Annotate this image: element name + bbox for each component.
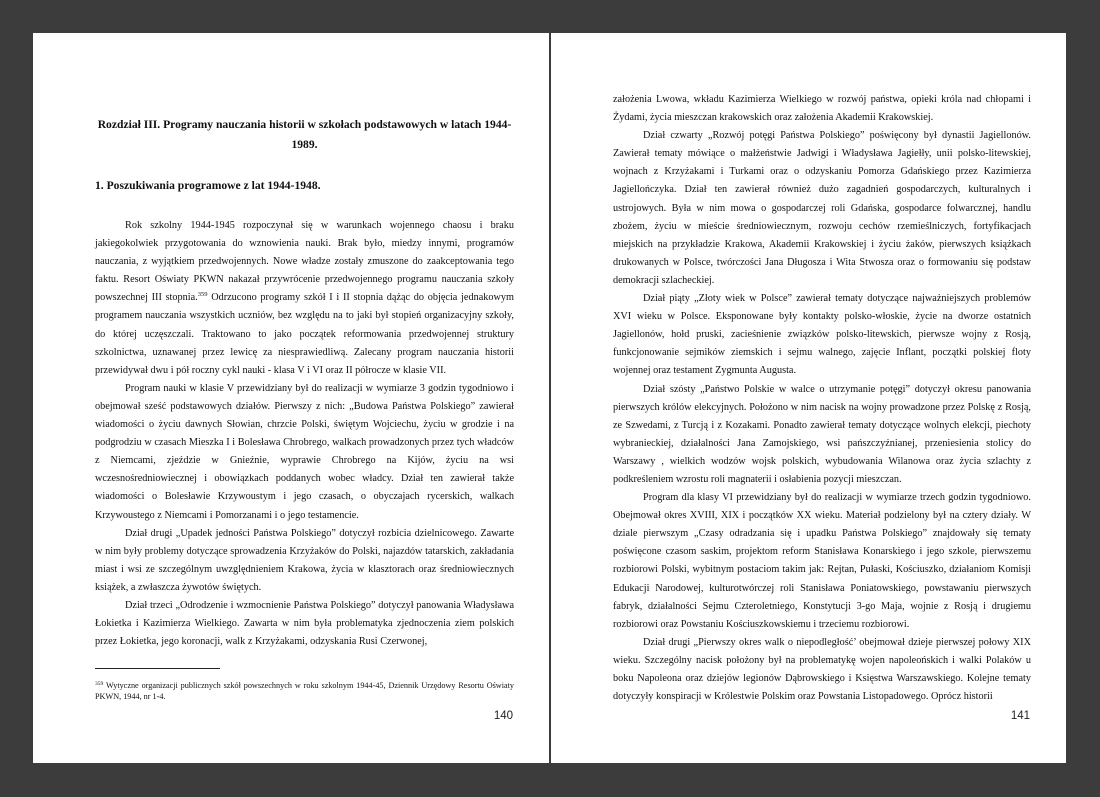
chapter-title: Rozdział III. Programy nauczania historii w szkołach podstawowych w latach 1944-1989. xyxy=(97,118,512,151)
right-page xyxy=(551,33,1066,763)
paragraph: Dział szósty „Państwo Polskie w walce o utrzymanie potęgi” dotyczył okresu panowania pierwszych królów elekcyjnych. Położono w nim nacisk na wojny prowadzone przez Polskę z Rosją, ze Szwedami, z Turcją i z Kozakami. Ponadto zawierał tematy dotyczące wolnych elekcji, piechoty wybranieckiej, działalności Jana Zamojskiego, wsi pańszczyźnianej, przeniesienia stolicy do Warszawy , wielkich wodzów wojsk polskich, wybudowania Wilanowa oraz życia szlachty z podkreśleniem wzrostu roli magnaterii i osłabienia pozycji mieszczan. xyxy=(613,383,1031,485)
section-title: 1. Poszukiwania programowe z lat 1944-1948. xyxy=(95,179,321,192)
paragraph: Dział czwarty „Rozwój potęgi Państwa Polskiego” poświęcony był dynastii Jagiellonów. Zawierał tematy mówiące o małżeństwie Jadwigi i Władysława Jagiełły, unii polsko-litewskiej, wojnach z Krzyżakami i Turkami oraz o odzyskaniu Pomorza Gdańskiego przez Kazimierza Jagiellończyka. Dział ten zawierał również dużo zagadnień gospodarczych, kulturalnych i ustrojowych. Była w nim mowa o gospodarczej roli Gdańska, gospodarce folwarcznej, handlu zbożem, życiu w mieście średniowiecznym, rozwoju cechów rzemieślniczych, fortyfikacjach miejskich na przykładzie Krakowa, Akademii Krakowskiej i życiu żaków, pierwszych książkach drukowanych w Polsce, twórczości Jana Długosza i Wita Stwosza oraz o formowaniu się podstaw demokracji szlacheckiej. xyxy=(613,130,1031,286)
paragraph: Program dla klasy VI przewidziany był do realizacji w wymiarze trzech godzin tygodniowo. Obejmował okres XVIII, XIX i początków XX wieku. Materiał podzielony był na cztery działy. W dziale pierwszym „Czasy odradzania się i upadku Państwa Polskiego” znajdowały się tematy poświęcone czasom saskim, projektom reform Stanisława Konarskiego i jego szkole, pierwszemu rozbiorowi Polski, wybitnym postaciom takim jak: Rejtan, Pułaski, Kościuszko, działaniom Komisji Edukacji Narodowej, kulturotwórczej roli Stanisława Poniatowskiego, powstawaniu pierwszych fabryk, działalności Sejmu Czteroletniego, Konstytucji 3-go Maja, wojnie z Rosją i drugiemu rozbiorowi oraz Powstaniu Kościuszkowskiemu i trzeciemu rozbiorowi. xyxy=(613,492,1031,630)
paragraph: Dział trzeci „Odrodzenie i wzmocnienie Państwa Polskiego” dotyczył panowania Władysława Łokietka i Kazimierza Wielkiego. Zawarta w nim była problematyka zjednoczenia ziem polskich przez Łokietka, jego koronacji, walk z Krzyżakami, odzyskania Rusi Czerwonej, xyxy=(95,599,514,648)
paragraph xyxy=(95,217,514,380)
paragraph-continuation: założenia Lwowa, wkładu Kazimierza Wielkiego w rozwój państwa, opieki króla nad chłopami i Żydami, życia mieszczan krakowskich oraz założenia Akademii Krakowskiej. xyxy=(613,94,1031,124)
paragraph-text: Rok szkolny 1944-1945 rozpoczynał się w warunkach wojennego chaosu i braku jakiegokolwiek przygotowania do wznowienia nauki. Brak było, miedzy innymi, programów nauczania, z wyjątkiem przedwojennych. Nowe władze zostały zmuszone do zaakceptowania tego faktu. Resort Oświaty PKWN nakazał przywrócenie przedwojennego programu nauczania szkoły powszechnej III stopnia. xyxy=(95,220,514,304)
page-number: 141 xyxy=(1010,710,1030,722)
paragraph: Dział drugi „Upadek jedności Państwa Polskiego” dotyczył rozbicia dzielnicowego. Zawarte w nim były problemy dotyczące sprowadzenia Krzyżaków do Polski, najazdów tatarskich, zakładania miast i wsi ze szczególnym uwzględnieniem Krakowa, życia w klasztorach oraz średniowiecznych książek, a zwłaszcza żywotów świętych. xyxy=(95,527,514,593)
footnote xyxy=(95,680,514,702)
paragraph: Dział piąty „Złoty wiek w Polsce” zawierał tematy dotyczące najważniejszych problemów XVI wieku w Polsce. Eksponowane były kontakty polsko-włoskie, życie na dworze ostatnich Jagiellonów, hołd pruski, zacieśnienie związków polsko-litewskich, pierwsze wojny z Rosją, funkcjonowanie sejmików ziemskich i sejmu walnego, zajęcie Inflant, początki polskiej floty wojennej oraz testament Zygmunta Augusta. xyxy=(613,293,1031,377)
footnote-text: Wytyczne organizacji publicznych szkół powszechnych w roku szkolnym 1944-45, Dziennik Urzędowy Resortu Oświaty PKWN, 1944, nr 1-4. xyxy=(95,681,514,701)
paragraph-text: Odrzucono programy szkół I i II stopnia dążąc do objęcia jednakowym programem nauczania wszystkich uczniów, bez względu na to jaki był stopień organizacyjny szkoły, do której uczęszczali. Traktowano to jako początek reformowania przedwojennej struktury szkolnictwa, uznawanej przez lewicę za niesprawiedliwą. Zalecany program nauczania historii przewidywał dwu i pół roczny cykl nauki - klasa V i VI oraz II półrocze w klasie VII. xyxy=(95,292,514,376)
paragraph: Program nauki w klasie V przewidziany był do realizacji w wymiarze 3 godzin tygodniowo i obejmował sześć podstawowych działów. Pierwszy z nich: „Budowa Państwa Polskiego” zawierał wiadomości o życiu dawnych Słowian, chrzcie Polski, świętym Wojciechu, życiu w grodzie i na podgrodziu w czasach Mieszka I i Bolesława Chrobrego, walkach prowadzonych przez tych władców z Niemcami, zjeździe w Gnieźnie, wyprawie Chrobrego na Kijów, życiu na wsi wczesnośredniowiecznej i obowiązkach poddanych wobec władcy. Dział ten zawierał także wiadomości o Bolesławie Krzywoustym i jego czasach, o obyczajach rycerskich, walkach Krzywoustego z Niemcami i Pomorzanami i o jego testamencie. xyxy=(95,382,514,521)
right-page-body xyxy=(613,91,1031,706)
paragraph: Dział drugi „Pierwszy okres walk o niepodległość’ obejmował dzieje pierwszej połowy XIX wieku. Szczególny nacisk położony był na problematykę wojen napoleońskich i walki Polaków u boku Napoleona oraz dziejów legionów Dąbrowskiego i Księstwa Warszawskiego. Kolejne tematy dotyczyły konspiracji w Królestwie Polskim oraz Powstania Listopadowego. Oprócz historii xyxy=(613,636,1031,703)
page-number: 140 xyxy=(493,710,513,722)
left-page-body xyxy=(95,115,514,651)
footnote-divider xyxy=(95,668,220,669)
footnote-marker: 359 xyxy=(95,681,104,687)
footnote-reference[interactable]: 359 xyxy=(197,291,208,299)
left-page xyxy=(33,33,549,763)
